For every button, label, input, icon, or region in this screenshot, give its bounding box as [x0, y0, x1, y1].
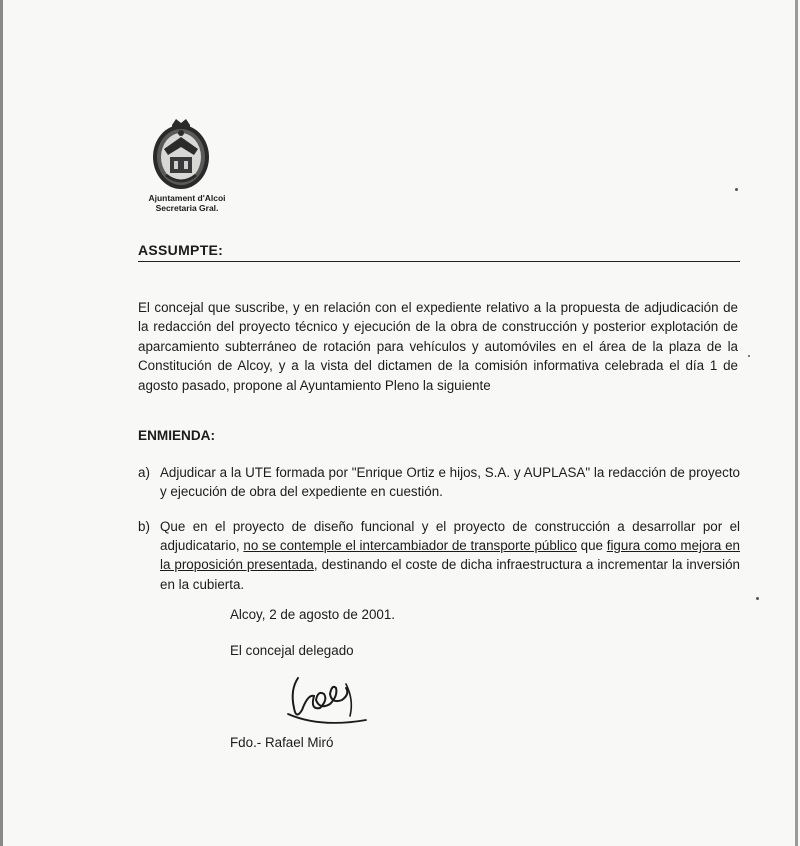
- municipal-seal-logo: [150, 115, 212, 191]
- underlined-phrase: figura como mejora en la proposición presentada: [160, 538, 740, 573]
- intro-paragraph: El concejal que suscribe, y en relación con el expediente relativo a la propuesta de adjudicación de la redacción del proyecto técnico y ejecución de la obra de construcción y posterior explotación de aparcamiento subterráneo de rotación para vehículos y automóviles en el área de la plaza de la Constitución de Alcoy, y a la vista del dictamen de la comisión informativa celebrada el día 1 de agosto pasado, propone al Ayuntamiento Pleno la siguiente: [138, 300, 738, 393]
- amendment-heading: ENMIENDA:: [138, 428, 216, 443]
- underlined-phrase: no se contemple el intercambiador de transporte público: [243, 538, 577, 554]
- item-letter: b): [138, 519, 150, 534]
- item-text-part: que: [576, 538, 607, 554]
- scan-speck: [735, 188, 738, 191]
- org-department: Secretaria Gral.: [155, 203, 219, 213]
- page-edge-left: [0, 0, 3, 846]
- item-text-part: , destinando el coste de dicha infraestructura a incrementar la inversión en la cubierta.: [160, 557, 740, 592]
- heading-divider: [138, 261, 740, 262]
- amendment-item-a: [138, 463, 740, 501]
- subject-heading: ASSUMPTE:: [138, 242, 224, 258]
- amendment-item-b: [138, 517, 740, 594]
- scan-speck: [756, 597, 759, 600]
- signed-by: Fdo.- Rafael Miró: [230, 735, 334, 750]
- org-name: Ajuntament d'Alcoi: [148, 193, 226, 203]
- handwritten-signature: [280, 670, 375, 740]
- date-line: Alcoy, 2 de agosto de 2001.: [230, 607, 396, 622]
- item-text: Adjudicar a la UTE formada por "Enrique Ortiz e hijos, S.A. y AUPLASA" la redacción de proyecto y ejecución de obra del expediente en cuestión.: [160, 465, 740, 500]
- item-text-part: Que en el proyecto de diseño funcional y el proyecto de construcción a desarrollar por el adjudicatario,: [160, 519, 740, 554]
- item-letter: a): [138, 465, 150, 480]
- item-text: [160, 517, 740, 594]
- signer-role: El concejal delegado: [230, 643, 354, 658]
- org-header: [132, 193, 242, 213]
- scan-speck: [748, 355, 750, 357]
- page-edge-right: [795, 0, 798, 846]
